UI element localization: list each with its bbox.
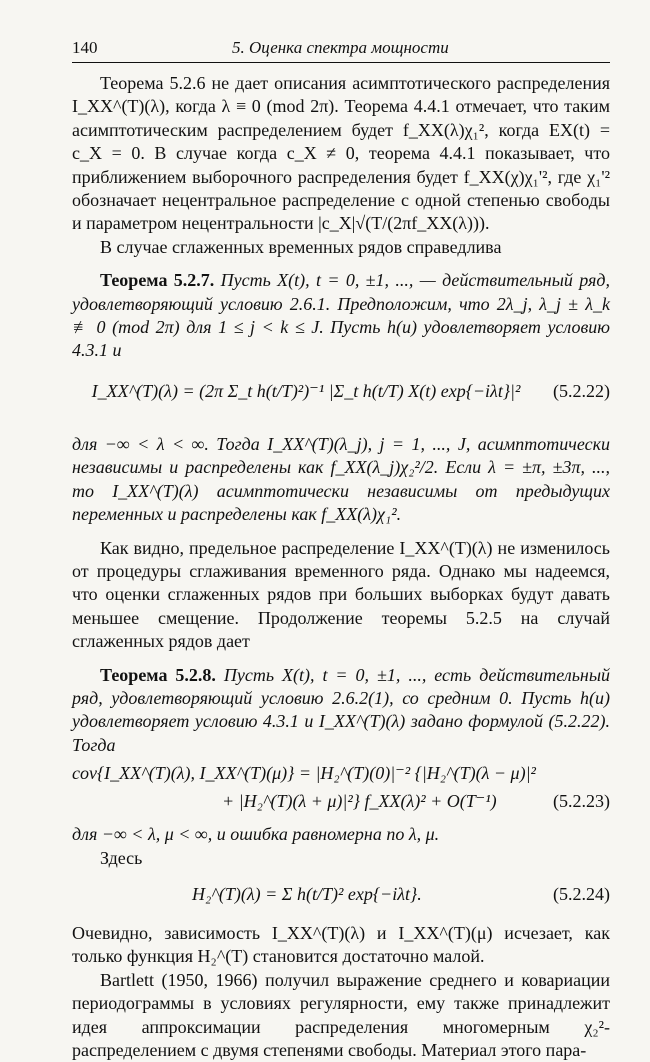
theorem-527	[72, 269, 610, 363]
paragraph-here: Здесь	[100, 847, 143, 868]
equation-5-2-24-formula: H₂^(T)(λ) = Σ h(t/T)² exp{−iλt}.	[192, 883, 422, 904]
theorem-528-continuation: для −∞ < λ, μ < ∞, и ошибка равномерна по λ, μ.	[72, 824, 440, 845]
paragraph-theorem-526-remark: Теорема 5.2.6 не дает описания асимптотического распределения I_XX^(T)(λ), когда λ ≡ 0 (mod 2π). Теорема 4.4.1 отмечает, что таким асимптотическим распределением будет f_XX(λ)χ₁², когда EX(t) = c_X = 0. В случае когда c_X ≠ 0, теорема 4.4.1 показывает, что приближением выборочного распределения будет f_XX(χ)χ₁'², где χ₁'² обозначает нецентральное распределение с одной степенью свободы и параметром нецентральности |c_X|√(T/(2πf_XX(λ))).	[72, 73, 610, 234]
equation-5-2-24-number: (5.2.24)	[553, 883, 610, 904]
equation-5-2-22-number: (5.2.22)	[553, 380, 610, 401]
page-number: 140	[72, 38, 98, 57]
running-title: 5. Оценка спектра мощности	[232, 38, 449, 57]
equation-5-2-23-line1: cov{I_XX^(T)(λ), I_XX^(T)(μ)} = |H₂^(T)(0)|⁻² {|H₂^(T)(λ − μ)|²	[72, 763, 536, 784]
equation-5-2-24	[72, 874, 610, 918]
running-header	[72, 36, 610, 63]
theorem-527-text: Пусть X(t), t = 0, ±1, ..., — действительный ряд, удовлетворяющий условию 2.6.1. Предположим, что 2λ_j, λ_j ± λ_k ≢ 0 (mod 2π) для 1 ≤ j < k ≤ J. Пусть h(u) удовлетворяет условию 4.3.1 и	[72, 270, 610, 361]
paragraph-dependence: Очевидно, зависимость I_XX^(T)(λ) и I_XX^(T)(μ) исчезает, как только функция H₂^(T) становится достаточно малой.	[72, 922, 610, 967]
equation-5-2-23-line2: + |H₂^(T)(λ + μ)|²} f_XX(λ)² + O(T⁻¹)	[222, 791, 497, 812]
theorem-527-continuation: для −∞ < λ < ∞. Тогда I_XX^(T)(λ_j), j = 1, ..., J, асимптотически независимы и распределены как f_XX(λ_j)χ₂²/2. Если λ = ±π, ±3π, ..., то I_XX^(T)(λ) асимптотически независимы от предыдущих переменных и распределены как f_XX(λ)χ₁².	[72, 433, 610, 525]
paragraph-smoothed-intro: В случае сглаженных временных рядов справедлива	[100, 236, 502, 257]
page-body	[72, 72, 610, 1062]
theorem-528-heading: Теорема 5.2.8.	[100, 664, 216, 685]
equation-5-2-22-formula: I_XX^(T)(λ) = (2π Σ_t h(t/T)²)⁻¹ |Σ_t h(t/T) X(t) exp{−iλt}|²	[91, 380, 521, 401]
paragraph-bartlett: Bartlett (1950, 1966) получил выражение среднего и ковариации периодограммы в условиях регулярности, ему также принадлежит идея аппроксимации распределения многомерным χ₂²-распределением с двумя степенями свободы. Материал этого пара-	[72, 969, 610, 1060]
paragraph-limit-distribution: Как видно, предельное распределение I_XX^(T)(λ) не изменилось от процедуры сглаживания временного ряда. Однако мы надеемся, что оценки сглаженных рядов при больших выборках будут давать меньшее смещение. Продолжение теоремы 5.2.5 на случай сглаженных рядов дает	[72, 537, 610, 652]
theorem-527-heading: Теорема 5.2.7.	[100, 270, 215, 291]
equation-5-2-23-number: (5.2.23)	[553, 791, 610, 812]
equation-5-2-23	[72, 761, 610, 819]
theorem-528	[72, 664, 610, 758]
equation-5-2-22	[72, 367, 610, 429]
theorem-528-text: Пусть X(t), t = 0, ±1, ..., есть действительный ряд, удовлетворяющий условию 2.6.2(1), со средним 0. Пусть h(u) удовлетворяет условию 4.3.1 и I_XX^(T)(λ) задано формулой (5.2.22). Тогда	[72, 664, 611, 755]
